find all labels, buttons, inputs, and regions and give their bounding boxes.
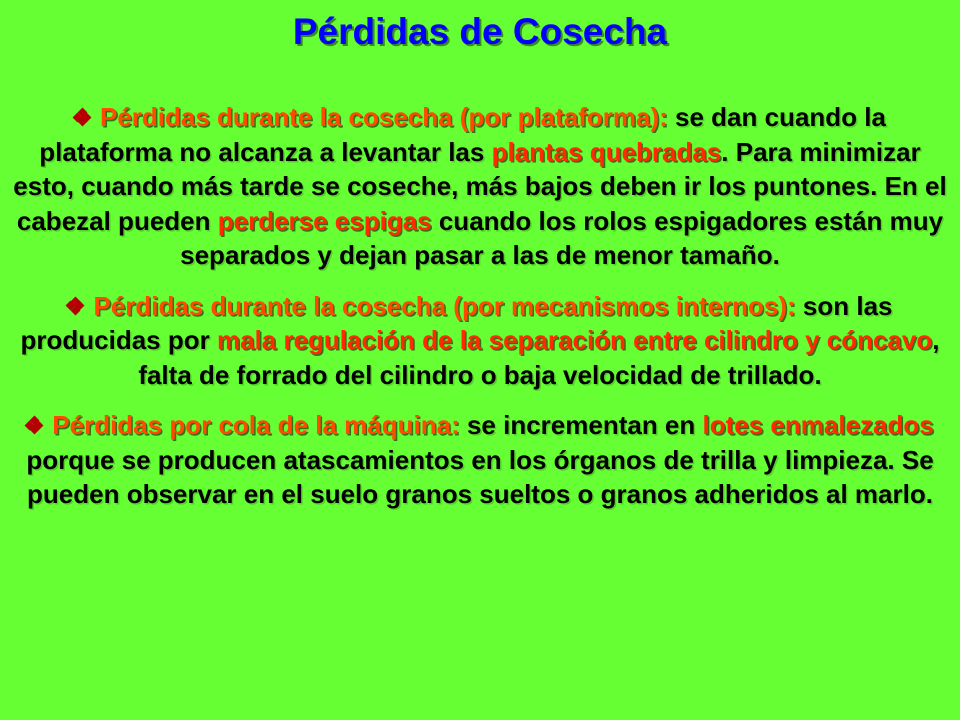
- bullet-text: se incrementan en: [459, 410, 703, 440]
- diamond-bullet-icon: [74, 109, 90, 125]
- highlight-text: plantas quebradas: [491, 136, 722, 167]
- bullet-text: . Para minimizar esto, cuando más tarde se coseche, más bajos deben ir los puntones. En el cabezal pueden: [13, 136, 947, 236]
- bullet-text: se dan cuando la plataforma no alcanza a levantar las: [39, 102, 886, 167]
- highlight-text: mala regulación de la separación entre cilindro y cóncavo: [216, 325, 933, 355]
- bullet-text: porque se producen atascamientos en los órganos de trilla y limpieza. Se pueden observar en el suelo granos sueltos o granos adheridos al marlo.: [26, 444, 934, 509]
- diamond-bullet-icon: [67, 298, 83, 314]
- slide-title: Pérdidas de Cosecha: [292, 11, 668, 52]
- bullet-tail-losses: [10, 408, 950, 512]
- bullet-heading: Pérdidas durante la cosecha (por mecanismos internos):: [93, 290, 796, 321]
- bullet-text: son las producidas por: [20, 290, 893, 355]
- bullet-text: cuando los rolos espigadores están muy separados y dejan pasar a las de menor tamaño.: [180, 205, 944, 270]
- bullet-platform-losses: [10, 100, 950, 273]
- highlight-text: perderse espigas: [217, 205, 432, 236]
- bullet-heading: Pérdidas por cola de la máquina:: [52, 410, 460, 440]
- bullet-heading: Pérdidas durante la cosecha (por plataforma):: [100, 102, 668, 132]
- bullet-internal-losses: [10, 289, 950, 393]
- diamond-bullet-icon: [26, 417, 42, 433]
- highlight-text: lotes enmalezados: [702, 410, 934, 440]
- bullet-text: , falta de forrado del cilindro o baja velocidad de trillado.: [138, 325, 940, 390]
